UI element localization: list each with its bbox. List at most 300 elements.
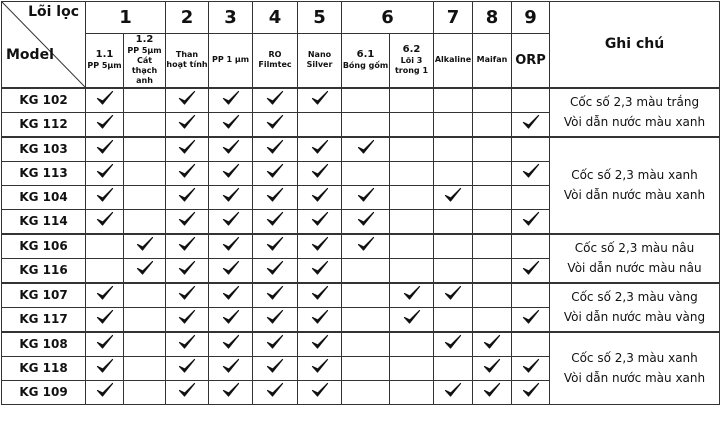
filter-cell bbox=[166, 209, 209, 234]
check-mark-icon bbox=[178, 139, 196, 155]
filter-type-header bbox=[253, 34, 298, 88]
filter-cell bbox=[298, 209, 342, 234]
filter-cell bbox=[166, 258, 209, 283]
check-mark-icon bbox=[483, 358, 501, 374]
filter-cell bbox=[124, 283, 166, 308]
check-mark-icon bbox=[266, 309, 284, 325]
note-faucet-color: Vòi dẫn nước màu vàng bbox=[563, 310, 706, 324]
filter-cell bbox=[298, 112, 342, 137]
filter-type-name: PP 1 μm bbox=[211, 55, 250, 65]
filter-cell bbox=[473, 356, 512, 380]
filter-type-header bbox=[473, 34, 512, 88]
check-mark-icon bbox=[311, 358, 329, 374]
filter-cell bbox=[342, 380, 390, 404]
filter-cell bbox=[86, 258, 124, 283]
filter-cell bbox=[512, 161, 550, 185]
note-cup-color: Cốc số 2,3 màu vàng bbox=[571, 290, 698, 304]
filter-cell bbox=[473, 88, 512, 113]
filter-type-header bbox=[124, 34, 166, 88]
check-mark-icon bbox=[311, 211, 329, 227]
filter-cell bbox=[86, 332, 124, 357]
check-mark-icon bbox=[136, 236, 154, 252]
check-mark-icon bbox=[266, 285, 284, 301]
filter-cell bbox=[124, 112, 166, 137]
filter-cell bbox=[86, 137, 124, 162]
check-mark-icon bbox=[311, 334, 329, 350]
filter-type-header bbox=[86, 34, 124, 88]
filter-cell bbox=[253, 258, 298, 283]
filter-cell bbox=[473, 137, 512, 162]
filter-cell bbox=[209, 137, 253, 162]
check-mark-icon bbox=[444, 334, 462, 350]
check-mark-icon bbox=[311, 382, 329, 398]
check-mark-icon bbox=[311, 187, 329, 203]
model-name: KG 108 bbox=[2, 332, 86, 357]
check-mark-icon bbox=[96, 90, 114, 106]
check-mark-icon bbox=[266, 334, 284, 350]
filter-cell bbox=[124, 356, 166, 380]
filter-cell bbox=[342, 112, 390, 137]
filter-cell bbox=[166, 356, 209, 380]
filter-cell bbox=[473, 112, 512, 137]
check-mark-icon bbox=[222, 187, 240, 203]
model-name: KG 102 bbox=[2, 88, 86, 113]
filter-cell bbox=[124, 161, 166, 185]
filter-type-header bbox=[166, 34, 209, 88]
filter-cell bbox=[124, 307, 166, 332]
filter-cell bbox=[473, 161, 512, 185]
filter-cell bbox=[86, 234, 124, 259]
filter-cell bbox=[253, 137, 298, 162]
note-faucet-color: Vòi dẫn nước màu xanh bbox=[563, 188, 706, 202]
check-mark-icon bbox=[522, 211, 540, 227]
filter-type-name: PP 5μm bbox=[87, 60, 122, 70]
filter-cell bbox=[253, 209, 298, 234]
filter-cell bbox=[434, 161, 473, 185]
model-label: Model bbox=[6, 46, 54, 63]
check-mark-icon bbox=[403, 285, 421, 301]
filter-cell bbox=[434, 112, 473, 137]
filter-cell bbox=[434, 332, 473, 357]
filter-type-header bbox=[209, 34, 253, 88]
check-mark-icon bbox=[222, 90, 240, 106]
filter-cell bbox=[390, 356, 434, 380]
filter-cell bbox=[298, 332, 342, 357]
filter-cell bbox=[342, 307, 390, 332]
filter-cell bbox=[342, 258, 390, 283]
filter-cell bbox=[124, 137, 166, 162]
check-mark-icon bbox=[178, 90, 196, 106]
model-name: KG 113 bbox=[2, 161, 86, 185]
filter-cell bbox=[298, 258, 342, 283]
filter-cell bbox=[434, 307, 473, 332]
check-mark-icon bbox=[357, 211, 375, 227]
filter-cell bbox=[124, 332, 166, 357]
table-row bbox=[2, 88, 720, 113]
filter-group-number: 7 bbox=[434, 2, 473, 34]
filter-type-name: ORP bbox=[515, 52, 546, 68]
table-row bbox=[2, 332, 720, 357]
check-mark-icon bbox=[357, 187, 375, 203]
check-mark-icon bbox=[222, 236, 240, 252]
check-mark-icon bbox=[266, 114, 284, 130]
filter-type-header bbox=[298, 34, 342, 88]
filter-cell bbox=[473, 380, 512, 404]
filter-cell bbox=[512, 137, 550, 162]
check-mark-icon bbox=[311, 285, 329, 301]
filter-cell bbox=[124, 258, 166, 283]
filter-cell bbox=[390, 234, 434, 259]
filter-cell bbox=[512, 88, 550, 113]
filter-cell bbox=[253, 356, 298, 380]
filter-cell bbox=[298, 137, 342, 162]
check-mark-icon bbox=[266, 163, 284, 179]
filter-cell bbox=[434, 283, 473, 308]
filter-cell bbox=[390, 112, 434, 137]
filter-type-name: Than hoạt tính bbox=[166, 50, 208, 70]
filter-cell bbox=[166, 380, 209, 404]
filter-cell bbox=[390, 137, 434, 162]
note-cell bbox=[550, 332, 720, 405]
filter-cell bbox=[512, 258, 550, 283]
note-faucet-color: Vòi dẫn nước màu xanh bbox=[563, 371, 706, 385]
check-mark-icon bbox=[222, 163, 240, 179]
filter-cell bbox=[253, 185, 298, 209]
check-mark-icon bbox=[96, 334, 114, 350]
filter-cell bbox=[473, 307, 512, 332]
note-cell bbox=[550, 88, 720, 137]
check-mark-icon bbox=[96, 163, 114, 179]
check-mark-icon bbox=[266, 236, 284, 252]
model-name: KG 116 bbox=[2, 258, 86, 283]
filter-cell bbox=[342, 161, 390, 185]
model-name: KG 112 bbox=[2, 112, 86, 137]
check-mark-icon bbox=[96, 187, 114, 203]
filter-cell bbox=[434, 356, 473, 380]
filter-cell bbox=[342, 332, 390, 357]
check-mark-icon bbox=[311, 139, 329, 155]
check-mark-icon bbox=[266, 90, 284, 106]
check-mark-icon bbox=[136, 260, 154, 276]
note-cell bbox=[550, 234, 720, 283]
filter-type-header bbox=[342, 34, 390, 88]
filter-cell bbox=[298, 283, 342, 308]
filter-type-header bbox=[512, 34, 550, 88]
filter-cell bbox=[473, 332, 512, 357]
filter-group-number: 1 bbox=[86, 2, 166, 34]
filter-cell bbox=[298, 234, 342, 259]
filter-cell bbox=[512, 112, 550, 137]
filter-cell bbox=[390, 209, 434, 234]
filter-cell bbox=[166, 185, 209, 209]
note-cup-color: Cốc số 2,3 màu xanh bbox=[571, 351, 698, 365]
filter-cell bbox=[209, 258, 253, 283]
note-cell bbox=[550, 283, 720, 332]
check-mark-icon bbox=[222, 358, 240, 374]
filter-cell bbox=[166, 161, 209, 185]
check-mark-icon bbox=[178, 260, 196, 276]
model-name: KG 103 bbox=[2, 137, 86, 162]
filter-cell bbox=[512, 356, 550, 380]
filter-type-name: Nano Silver bbox=[306, 50, 333, 70]
filter-type-name: PP 5μm Cát thạch anh bbox=[127, 45, 162, 85]
filter-cell bbox=[209, 380, 253, 404]
filter-group-number: 9 bbox=[512, 2, 550, 34]
filter-comparison-table bbox=[1, 1, 720, 405]
filter-cell bbox=[390, 332, 434, 357]
filter-group-number: 5 bbox=[298, 2, 342, 34]
check-mark-icon bbox=[178, 187, 196, 203]
filter-cell bbox=[209, 234, 253, 259]
filter-cell bbox=[434, 88, 473, 113]
filter-cell bbox=[390, 283, 434, 308]
check-mark-icon bbox=[311, 90, 329, 106]
check-mark-icon bbox=[522, 309, 540, 325]
model-name: KG 106 bbox=[2, 234, 86, 259]
check-mark-icon bbox=[222, 309, 240, 325]
filter-cell bbox=[253, 112, 298, 137]
note-cell bbox=[550, 137, 720, 234]
check-mark-icon bbox=[178, 309, 196, 325]
filter-cell bbox=[434, 137, 473, 162]
filter-cell bbox=[434, 209, 473, 234]
filter-cell bbox=[209, 185, 253, 209]
filter-cell bbox=[209, 88, 253, 113]
filter-cell bbox=[342, 185, 390, 209]
filter-cell bbox=[512, 307, 550, 332]
filter-cell bbox=[86, 307, 124, 332]
check-mark-icon bbox=[266, 187, 284, 203]
filter-cell bbox=[390, 88, 434, 113]
filter-cell bbox=[209, 283, 253, 308]
check-mark-icon bbox=[266, 358, 284, 374]
check-mark-icon bbox=[357, 236, 375, 252]
model-name: KG 118 bbox=[2, 356, 86, 380]
filter-cell bbox=[342, 209, 390, 234]
check-mark-icon bbox=[222, 211, 240, 227]
check-mark-icon bbox=[96, 309, 114, 325]
filter-cell bbox=[86, 283, 124, 308]
filter-subnumber: 1.2 bbox=[135, 33, 154, 45]
filter-cell bbox=[390, 185, 434, 209]
filter-cell bbox=[253, 307, 298, 332]
filter-cell bbox=[253, 332, 298, 357]
filter-cell bbox=[124, 209, 166, 234]
table-row bbox=[2, 283, 720, 308]
check-mark-icon bbox=[266, 139, 284, 155]
check-mark-icon bbox=[222, 139, 240, 155]
filter-cell bbox=[473, 209, 512, 234]
model-name: KG 107 bbox=[2, 283, 86, 308]
filter-cell bbox=[86, 112, 124, 137]
filter-cell bbox=[209, 307, 253, 332]
filter-cell bbox=[124, 234, 166, 259]
check-mark-icon bbox=[178, 236, 196, 252]
check-mark-icon bbox=[311, 236, 329, 252]
filter-cell bbox=[512, 234, 550, 259]
filter-cell bbox=[342, 356, 390, 380]
filter-cell bbox=[434, 185, 473, 209]
filter-type-header bbox=[434, 34, 473, 88]
filter-cell bbox=[298, 356, 342, 380]
check-mark-icon bbox=[483, 334, 501, 350]
filter-cell bbox=[390, 307, 434, 332]
filter-type-header bbox=[390, 34, 434, 88]
filter-cell bbox=[124, 380, 166, 404]
filter-cell bbox=[124, 185, 166, 209]
check-mark-icon bbox=[266, 260, 284, 276]
filter-cell bbox=[86, 185, 124, 209]
filter-cell bbox=[342, 88, 390, 113]
note-faucet-color: Vòi dẫn nước màu xanh bbox=[563, 115, 706, 129]
filter-cell bbox=[298, 185, 342, 209]
check-mark-icon bbox=[522, 358, 540, 374]
filter-group-number: 4 bbox=[253, 2, 298, 34]
filter-cell bbox=[253, 283, 298, 308]
filter-cell bbox=[166, 307, 209, 332]
filter-cell bbox=[512, 185, 550, 209]
filter-cell bbox=[342, 283, 390, 308]
check-mark-icon bbox=[96, 114, 114, 130]
filter-cell bbox=[512, 380, 550, 404]
filter-cell bbox=[166, 137, 209, 162]
filter-cell bbox=[86, 209, 124, 234]
filter-cell bbox=[342, 137, 390, 162]
check-mark-icon bbox=[178, 211, 196, 227]
check-mark-icon bbox=[266, 382, 284, 398]
filter-label: Lõi lọc bbox=[28, 4, 79, 20]
check-mark-icon bbox=[222, 285, 240, 301]
filter-type-name: Bóng gốm bbox=[342, 60, 389, 70]
note-cup-color: Cốc số 2,3 màu xanh bbox=[571, 168, 698, 182]
check-mark-icon bbox=[96, 211, 114, 227]
filter-cell bbox=[209, 112, 253, 137]
filter-type-name: Alkaline bbox=[434, 55, 472, 65]
check-mark-icon bbox=[522, 114, 540, 130]
check-mark-icon bbox=[522, 382, 540, 398]
filter-cell bbox=[86, 380, 124, 404]
filter-cell bbox=[253, 88, 298, 113]
filter-cell bbox=[512, 283, 550, 308]
check-mark-icon bbox=[96, 285, 114, 301]
check-mark-icon bbox=[522, 163, 540, 179]
filter-cell bbox=[86, 88, 124, 113]
filter-cell bbox=[434, 258, 473, 283]
filter-cell bbox=[209, 332, 253, 357]
check-mark-icon bbox=[444, 382, 462, 398]
filter-subnumber: 1.1 bbox=[95, 48, 114, 60]
filter-cell bbox=[298, 307, 342, 332]
filter-cell bbox=[473, 185, 512, 209]
filter-cell bbox=[473, 283, 512, 308]
filter-cell bbox=[124, 88, 166, 113]
check-mark-icon bbox=[96, 139, 114, 155]
filter-group-number: 3 bbox=[209, 2, 253, 34]
check-mark-icon bbox=[222, 382, 240, 398]
filter-group-number: 2 bbox=[166, 2, 209, 34]
filter-cell bbox=[86, 356, 124, 380]
filter-cell bbox=[209, 209, 253, 234]
filter-type-name: Maifan bbox=[476, 55, 508, 65]
filter-cell bbox=[86, 161, 124, 185]
filter-cell bbox=[166, 88, 209, 113]
check-mark-icon bbox=[96, 382, 114, 398]
filter-cell bbox=[434, 380, 473, 404]
filter-cell bbox=[473, 234, 512, 259]
filter-type-name: RO Filmtec bbox=[258, 50, 292, 70]
check-mark-icon bbox=[178, 334, 196, 350]
table-row bbox=[2, 137, 720, 162]
filter-subnumber: 6.1 bbox=[356, 48, 375, 60]
filter-cell bbox=[166, 283, 209, 308]
model-name: KG 104 bbox=[2, 185, 86, 209]
filter-cell bbox=[390, 380, 434, 404]
filter-cell bbox=[342, 234, 390, 259]
check-mark-icon bbox=[178, 285, 196, 301]
filter-cell bbox=[390, 258, 434, 283]
filter-cell bbox=[390, 161, 434, 185]
check-mark-icon bbox=[266, 211, 284, 227]
check-mark-icon bbox=[178, 163, 196, 179]
filter-cell bbox=[512, 332, 550, 357]
filter-cell bbox=[166, 332, 209, 357]
model-name: KG 114 bbox=[2, 209, 86, 234]
notes-header: Ghi chú bbox=[550, 2, 720, 88]
check-mark-icon bbox=[403, 309, 421, 325]
check-mark-icon bbox=[96, 358, 114, 374]
filter-cell bbox=[434, 234, 473, 259]
check-mark-icon bbox=[222, 114, 240, 130]
filter-cell bbox=[298, 380, 342, 404]
check-mark-icon bbox=[222, 260, 240, 276]
filter-type-name: Lõi 3 trong 1 bbox=[394, 55, 429, 75]
check-mark-icon bbox=[357, 139, 375, 155]
check-mark-icon bbox=[444, 187, 462, 203]
check-mark-icon bbox=[444, 285, 462, 301]
note-faucet-color: Vòi dẫn nước màu nâu bbox=[567, 261, 702, 275]
check-mark-icon bbox=[522, 260, 540, 276]
filter-cell bbox=[166, 234, 209, 259]
check-mark-icon bbox=[222, 334, 240, 350]
filter-cell bbox=[298, 161, 342, 185]
model-name: KG 109 bbox=[2, 380, 86, 404]
filter-cell bbox=[473, 258, 512, 283]
corner-header bbox=[2, 2, 86, 88]
note-cup-color: Cốc số 2,3 màu nâu bbox=[574, 241, 695, 255]
filter-group-number: 6 bbox=[342, 2, 434, 34]
filter-cell bbox=[253, 380, 298, 404]
filter-cell bbox=[166, 112, 209, 137]
filter-cell bbox=[298, 88, 342, 113]
filter-subnumber: 6.2 bbox=[402, 43, 421, 55]
note-cup-color: Cốc số 2,3 màu trắng bbox=[569, 95, 700, 109]
model-name: KG 117 bbox=[2, 307, 86, 332]
filter-cell bbox=[209, 161, 253, 185]
filter-cell bbox=[253, 234, 298, 259]
filter-cell bbox=[253, 161, 298, 185]
check-mark-icon bbox=[311, 163, 329, 179]
table-row bbox=[2, 234, 720, 259]
check-mark-icon bbox=[178, 382, 196, 398]
filter-cell bbox=[209, 356, 253, 380]
check-mark-icon bbox=[483, 382, 501, 398]
filter-cell bbox=[512, 209, 550, 234]
filter-group-number: 8 bbox=[473, 2, 512, 34]
check-mark-icon bbox=[311, 260, 329, 276]
check-mark-icon bbox=[178, 114, 196, 130]
check-mark-icon bbox=[311, 309, 329, 325]
check-mark-icon bbox=[178, 358, 196, 374]
